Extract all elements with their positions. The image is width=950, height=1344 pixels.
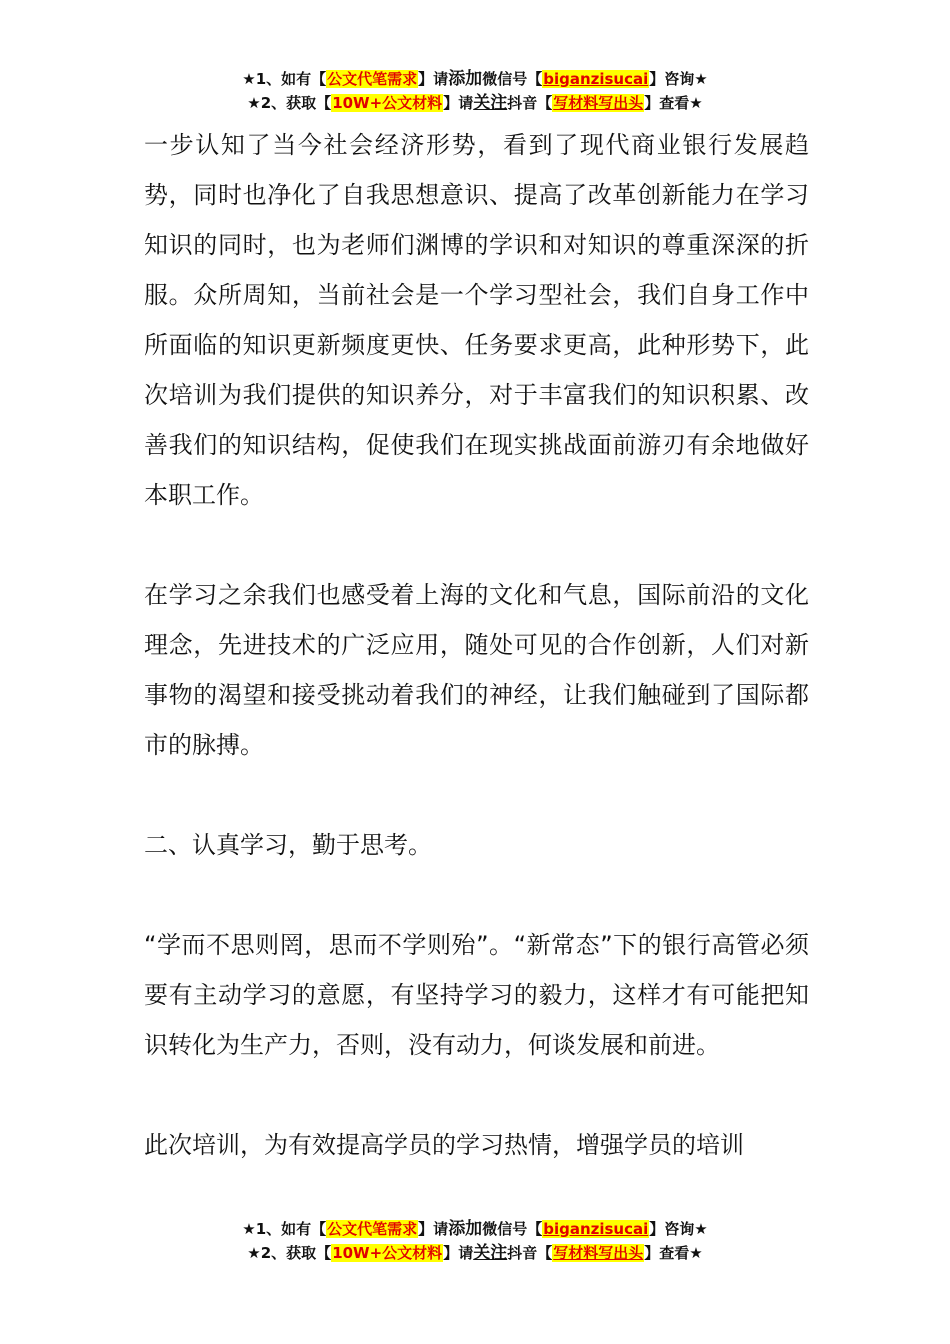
paragraph: 此次培训，为有效提高学员的学习热情，增强学员的培训 bbox=[144, 1131, 744, 1159]
paragraph: “学而不思则罔，思而不学则殆”。“新常态”下的银行高管必须要有主动学习的意愿，有坚持学习的毅力，这样才有可能把知识转化为生产力，否则，没有动力，何谈发展和前进。 bbox=[144, 931, 809, 1059]
banner-text: 】请 bbox=[443, 1244, 474, 1262]
banner-text: ★2、获取【 bbox=[247, 1244, 332, 1262]
banner-line-2 bbox=[0, 92, 950, 116]
banner-line-1 bbox=[0, 1218, 950, 1242]
banner-text: 微信号【 bbox=[482, 70, 543, 88]
wechat-id-link[interactable]: biganzisucai bbox=[543, 70, 649, 88]
banner-text: 微信号【 bbox=[482, 1220, 543, 1238]
document-body bbox=[144, 120, 809, 1170]
banner-line-2 bbox=[0, 1242, 950, 1266]
paragraph: 一步认知了当今社会经济形势，看到了现代商业银行发展趋势，同时也净化了自我思想意识、提高了改革创新能力在学习知识的同时，也为老师们渊博的学识和对知识的尊重深深的折服。众所周知，当前社会是一个学习型社会，我们自身工作中所面临的知识更新频度更快、任务要求更高，此种形势下，此次培训为我们提供的知识养分，对于丰富我们的知识积累、改善我们的知识结构，促使我们在现实挑战面前游刃有余地做好本职工作。 bbox=[144, 131, 809, 509]
douyin-account-link[interactable]: 写材料写出头 bbox=[553, 1244, 644, 1262]
banner-text: ★2、获取【 bbox=[247, 94, 332, 112]
service-highlight: 公文代笔需求 bbox=[327, 70, 418, 88]
banner-text: 抖音【 bbox=[507, 94, 553, 112]
material-highlight: 10W+公文材料 bbox=[332, 94, 443, 112]
banner-text: 】请 bbox=[443, 94, 474, 112]
banner-text: 】咨询★ bbox=[649, 1220, 708, 1238]
banner-text: 】请 bbox=[418, 70, 449, 88]
banner-text: 】请 bbox=[418, 1220, 449, 1238]
banner-emphasis: 添加 bbox=[448, 1219, 483, 1239]
banner-text: 】咨询★ bbox=[649, 70, 708, 88]
banner-text: ★1、如有【 bbox=[242, 70, 327, 88]
footer-banner bbox=[0, 1218, 950, 1266]
wechat-id-link[interactable]: biganzisucai bbox=[543, 1220, 649, 1238]
banner-line-1 bbox=[0, 68, 950, 92]
service-highlight: 公文代笔需求 bbox=[327, 1220, 418, 1238]
paragraph: 在学习之余我们也感受着上海的文化和气息，国际前沿的文化理念，先进技术的广泛应用，随处可见的合作创新，人们对新事物的渴望和接受挑动着我们的神经，让我们触碰到了国际都市的脉搏。 bbox=[144, 581, 809, 759]
section-heading: 二、认真学习，勤于思考。 bbox=[144, 831, 432, 859]
header-banner bbox=[0, 68, 950, 116]
material-highlight: 10W+公文材料 bbox=[332, 1244, 443, 1262]
banner-text: ★1、如有【 bbox=[242, 1220, 327, 1238]
banner-emphasis: 添加 bbox=[448, 69, 483, 89]
douyin-account-link[interactable]: 写材料写出头 bbox=[553, 94, 644, 112]
banner-emphasis: 关注 bbox=[473, 1243, 508, 1263]
banner-text: 】查看★ bbox=[644, 94, 703, 112]
banner-emphasis: 关注 bbox=[473, 93, 508, 113]
banner-text: 抖音【 bbox=[507, 1244, 553, 1262]
banner-text: 】查看★ bbox=[644, 1244, 703, 1262]
